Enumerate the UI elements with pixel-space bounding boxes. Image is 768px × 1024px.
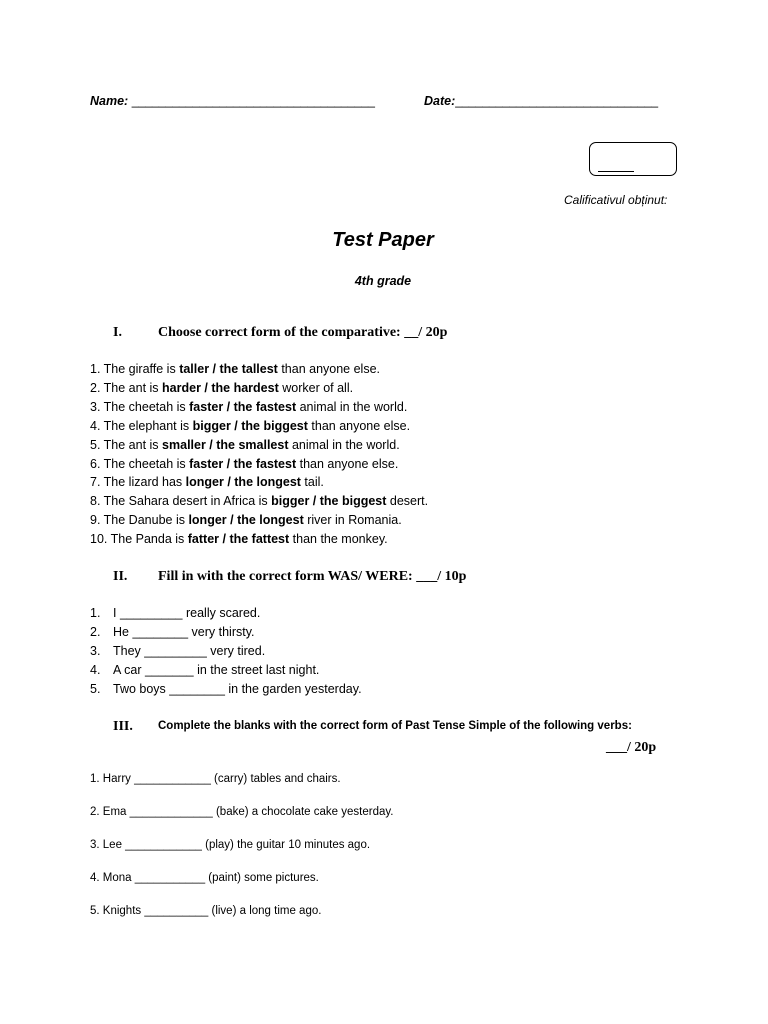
section2-heading: Fill in with the correct form WAS/ WERE: ___/ 10p	[158, 569, 467, 584]
list-item[interactable]: 3. Lee ____________ (play) the guitar 10 minutes ago.	[90, 839, 371, 851]
page-title: Test Paper	[332, 229, 434, 251]
choice-option[interactable]: smaller / the smallest	[162, 437, 289, 452]
section3-score: ___/ 20p	[606, 740, 657, 755]
choice-option[interactable]: faster / the fastest	[189, 399, 297, 414]
list-item: 6. The cheetah is faster / the fastest than anyone else.	[90, 456, 399, 471]
name-label: Name:	[90, 94, 129, 108]
section2-numeral: II.	[113, 569, 128, 584]
page-subtitle: 4th grade	[354, 274, 412, 288]
list-item: 2. The ant is harder / the hardest worker of all.	[90, 380, 354, 395]
list-item: 4. The elephant is bigger / the biggest than anyone else.	[90, 418, 411, 433]
section3-numeral: III.	[113, 719, 133, 734]
date-field	[424, 94, 658, 108]
blank-sentence[interactable]: They _________ very tired.	[113, 643, 266, 658]
list-item[interactable]: 1. Harry ____________ (carry) tables and chairs.	[90, 773, 341, 785]
grade-box-line	[598, 171, 634, 172]
blank-sentence[interactable]: A car _______ in the street last night.	[113, 662, 320, 677]
list-item[interactable]: 5. Knights __________ (live) a long time ago.	[90, 905, 322, 917]
choice-option[interactable]: bigger / the biggest	[192, 418, 308, 433]
grade-box[interactable]	[589, 142, 677, 176]
choice-option[interactable]: harder / the hardest	[162, 380, 279, 395]
blank-sentence[interactable]: Two boys ________ in the garden yesterday.	[113, 681, 362, 696]
choice-option[interactable]: fatter / the fattest	[187, 532, 290, 547]
section1-list	[90, 360, 428, 549]
blank-sentence[interactable]: I _________ really scared.	[113, 606, 261, 620]
list-item: 10. The Panda is fatter / the fattest than the monkey.	[90, 532, 388, 547]
section1-numeral: I.	[113, 325, 122, 340]
section1-heading: Choose correct form of the comparative: __/ 20p	[158, 325, 448, 340]
list-item: 1. The giraffe is taller / the tallest than anyone else.	[90, 362, 381, 376]
list-item: 3. The cheetah is faster / the fastest animal in the world.	[90, 399, 408, 414]
choice-option[interactable]: longer / the longest	[188, 513, 304, 528]
list-item: 5. The ant is smaller / the smallest animal in the world.	[90, 437, 400, 452]
list-item[interactable]: 2. Ema _____________ (bake) a chocolate cake yesterday.	[90, 806, 394, 818]
date-line[interactable]: ______________________________	[455, 94, 658, 108]
choice-option[interactable]: longer / the longest	[185, 475, 301, 490]
name-line[interactable]: ____________________________________	[131, 94, 375, 108]
date-label: Date:	[424, 94, 456, 108]
choice-option[interactable]: faster / the fastest	[189, 456, 297, 471]
blank-sentence[interactable]: He ________ very thirsty.	[113, 624, 255, 639]
name-field	[90, 94, 375, 108]
grade-label: Calificativul obținut:	[564, 193, 668, 207]
list-item: 7. The lizard has longer / the longest tail.	[90, 475, 324, 490]
list-item: 9. The Danube is longer / the longest river in Romania.	[90, 513, 402, 528]
list-item[interactable]: 4. Mona ___________ (paint) some pictures.	[90, 872, 319, 884]
choice-option[interactable]: bigger / the biggest	[271, 494, 387, 509]
choice-option[interactable]: taller / the tallest	[179, 362, 278, 376]
list-item: 8. The Sahara desert in Africa is bigger / the biggest desert.	[90, 494, 429, 509]
section3-heading: Complete the blanks with the correct form of Past Tense Simple of the following verbs:	[158, 720, 632, 732]
